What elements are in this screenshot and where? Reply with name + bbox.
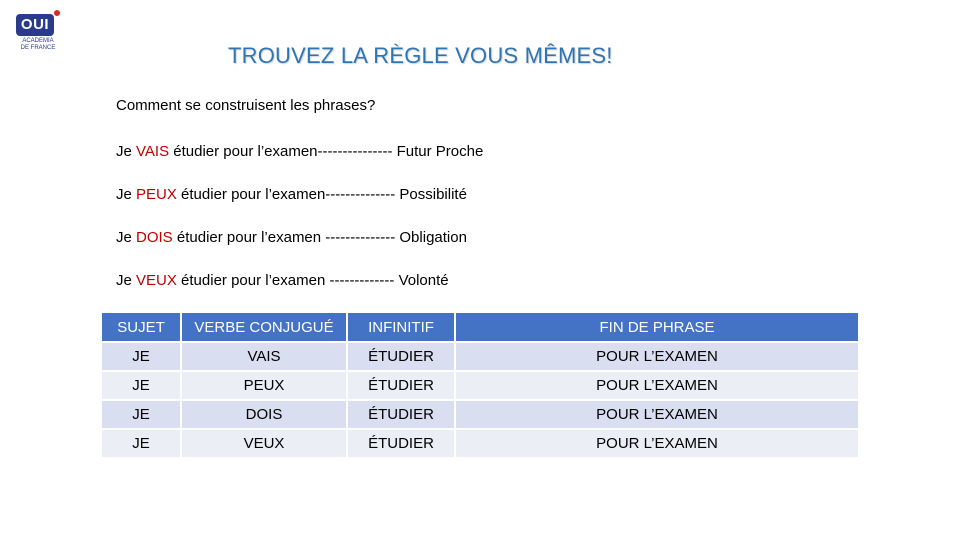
- cell-verbe: VAIS: [181, 342, 347, 371]
- cell-verbe: PEUX: [181, 371, 347, 400]
- cell-fin: POUR L’EXAMEN: [455, 429, 859, 458]
- cell-infinitif: ÉTUDIER: [347, 342, 455, 371]
- oui-academia-logo: [10, 8, 66, 58]
- logo-subtitle: ACADEMIA DE FRANCE: [20, 38, 56, 51]
- header-fin-de-phrase: FIN DE PHRASE: [455, 312, 859, 342]
- logo-badge: OUI: [16, 14, 54, 36]
- cell-sujet: JE: [101, 342, 181, 371]
- sentence-4: Je VEUX étudier pour l’examen ------------- Volonté: [116, 272, 449, 289]
- logo-dot: [54, 10, 60, 16]
- table-row: [101, 371, 859, 400]
- table-row: [101, 400, 859, 429]
- cell-infinitif: ÉTUDIER: [347, 429, 455, 458]
- slide-title: TROUVEZ LA RÈGLE VOUS MÊMES!: [228, 43, 613, 68]
- cell-verbe: DOIS: [181, 400, 347, 429]
- table-row: [101, 342, 859, 371]
- table-header-row: [101, 312, 859, 342]
- header-verbe-conjugue: VERBE CONJUGUÉ: [181, 312, 347, 342]
- cell-infinitif: ÉTUDIER: [347, 371, 455, 400]
- sentence-3: Je DOIS étudier pour l’examen -------------- Obligation: [116, 229, 467, 246]
- grammar-table: [100, 311, 860, 459]
- question-text: Comment se construisent les phrases?: [116, 97, 376, 114]
- verb-highlight: PEUX: [136, 186, 177, 203]
- header-sujet: SUJET: [101, 312, 181, 342]
- sentence-1: Je VAIS étudier pour l’examen--------------- Futur Proche: [116, 143, 484, 160]
- cell-fin: POUR L’EXAMEN: [455, 342, 859, 371]
- cell-fin: POUR L’EXAMEN: [455, 400, 859, 429]
- cell-infinitif: ÉTUDIER: [347, 400, 455, 429]
- cell-fin: POUR L’EXAMEN: [455, 371, 859, 400]
- header-infinitif: INFINITIF: [347, 312, 455, 342]
- verb-highlight: VAIS: [136, 143, 170, 160]
- cell-verbe: VEUX: [181, 429, 347, 458]
- cell-sujet: JE: [101, 400, 181, 429]
- verb-highlight: VEUX: [136, 272, 177, 289]
- cell-sujet: JE: [101, 371, 181, 400]
- sentence-2: Je PEUX étudier pour l’examen-------------- Possibilité: [116, 186, 467, 203]
- cell-sujet: JE: [101, 429, 181, 458]
- table-row: [101, 429, 859, 458]
- verb-highlight: DOIS: [136, 229, 173, 246]
